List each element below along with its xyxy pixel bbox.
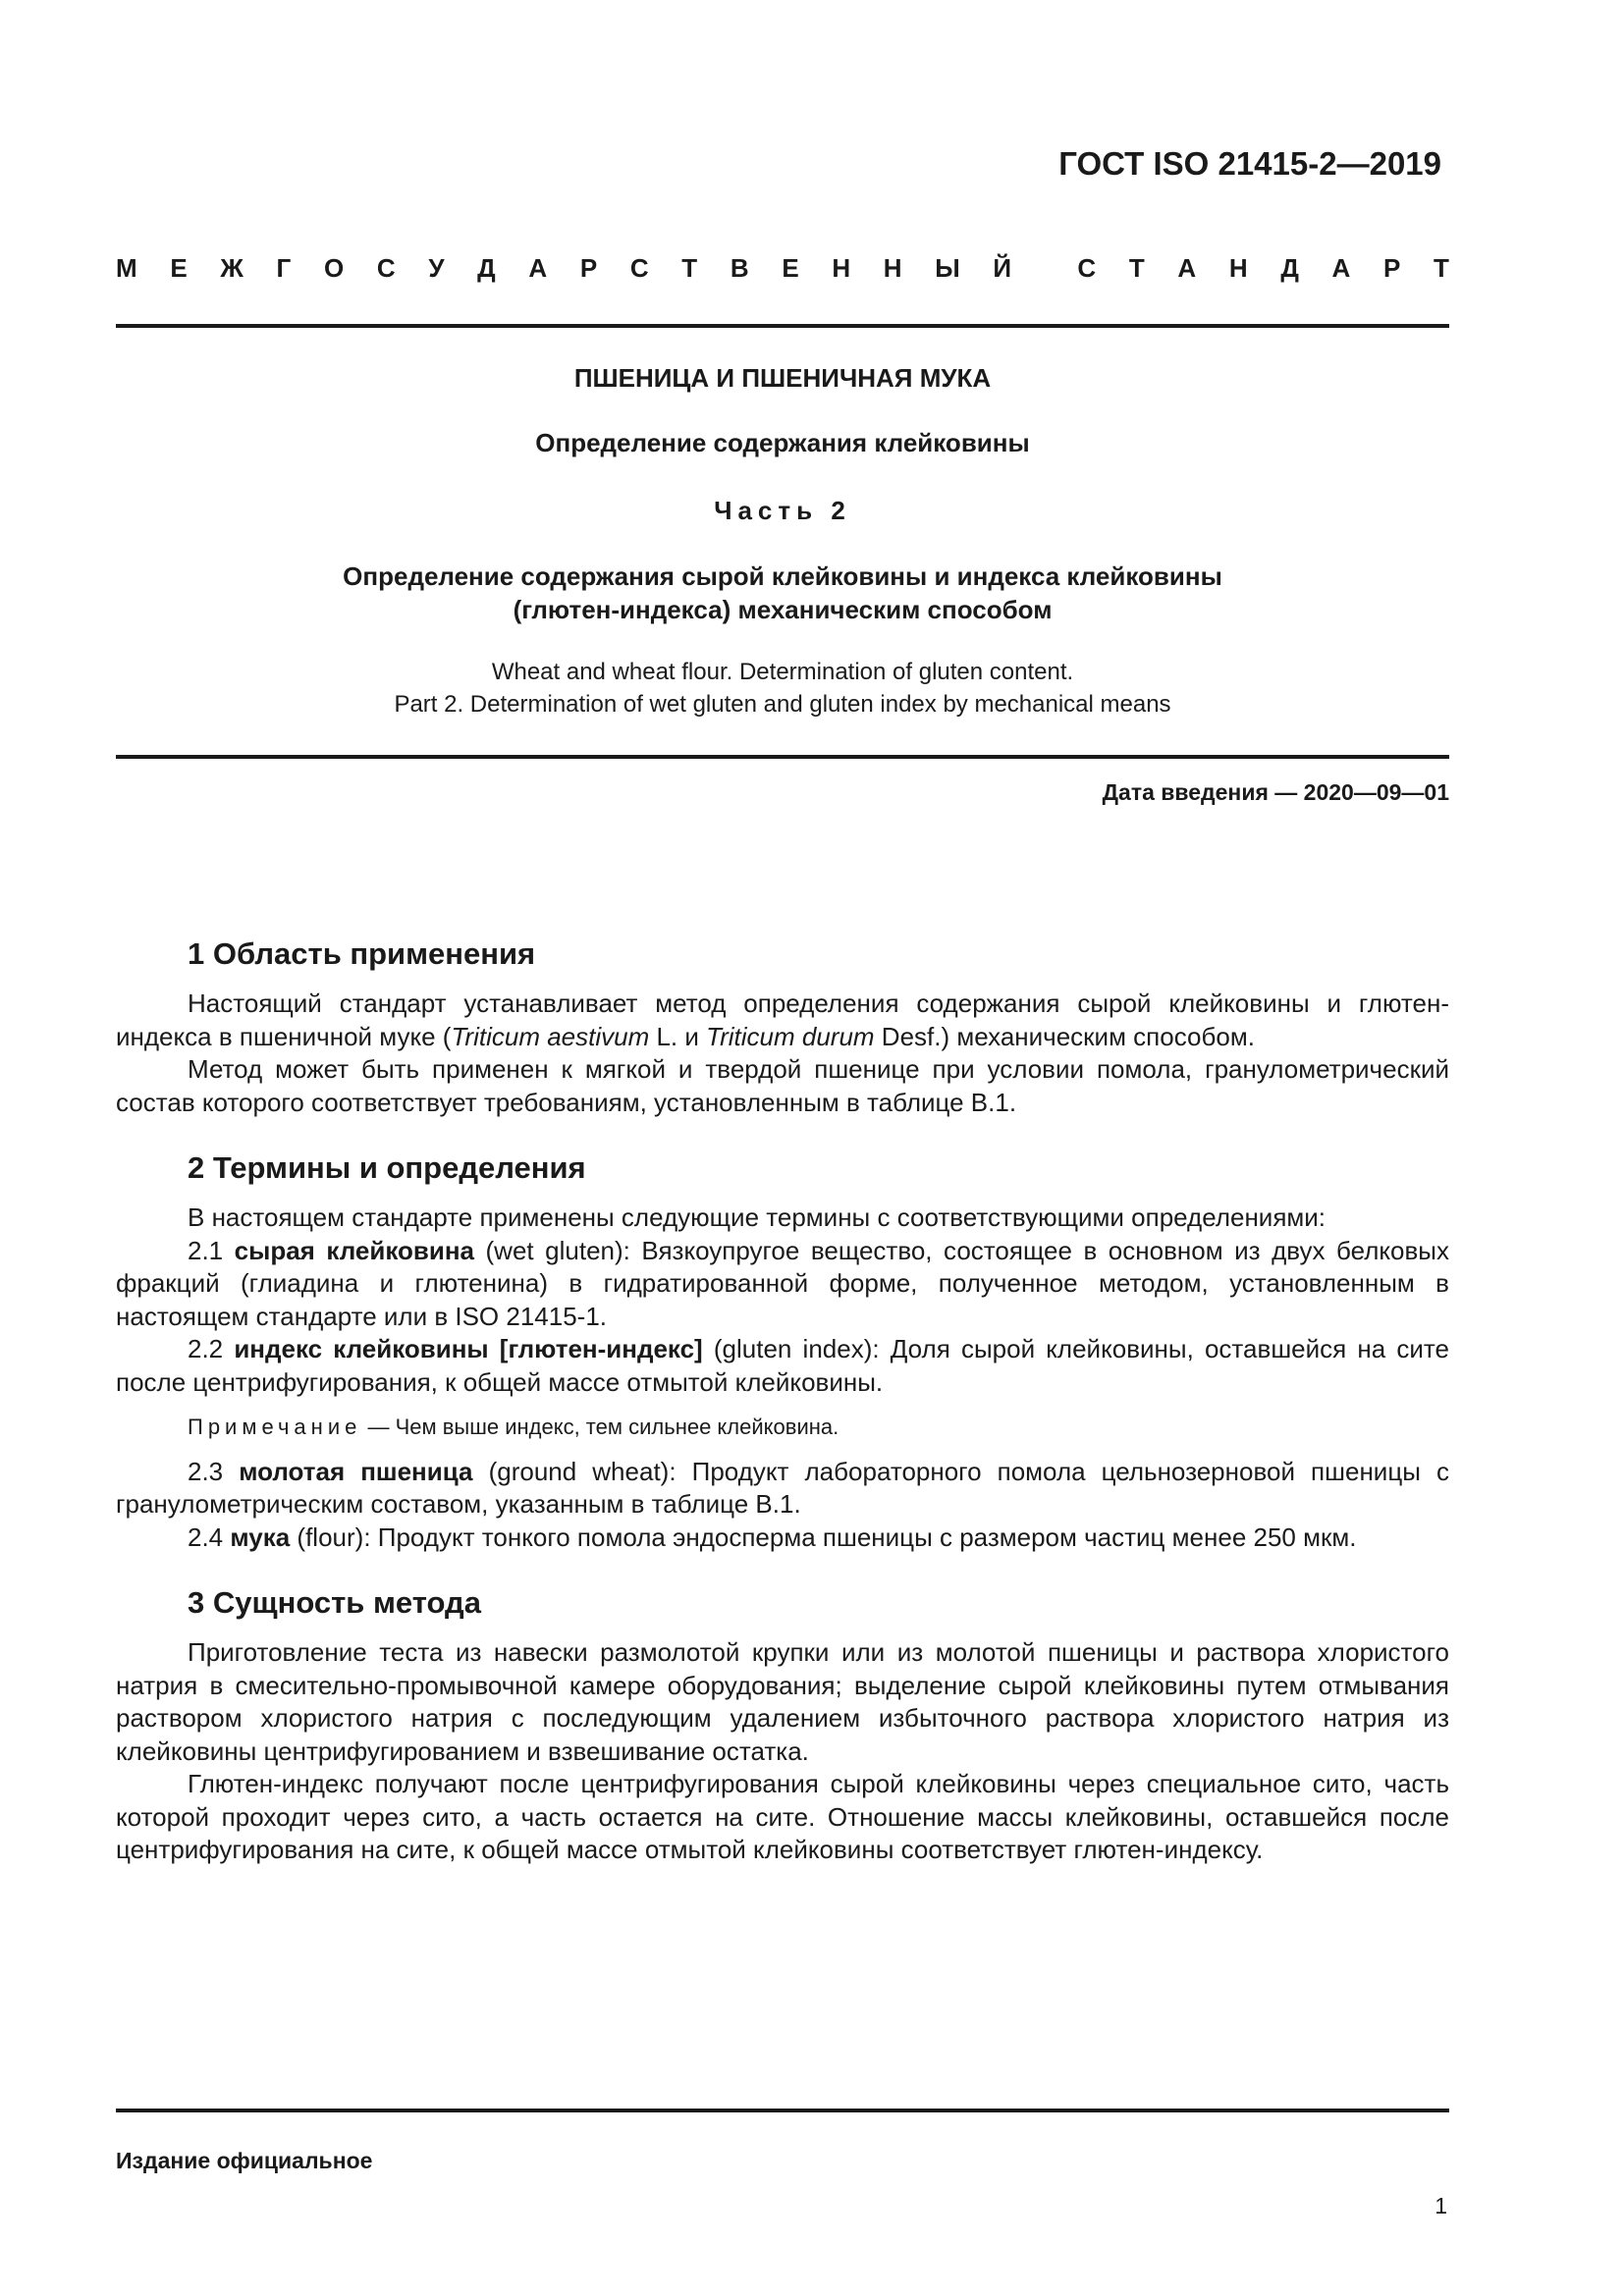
page-number: 1	[1435, 2193, 1447, 2218]
section-1-paragraph-2: Метод может быть применен к мягкой и твердой пшенице при условии помола, гранулометрический состав которого соответствует требованиям, установленным в таблице В.1.	[116, 1054, 1449, 1117]
banner-letter: Т	[1128, 253, 1145, 283]
banner-letter: Е	[170, 253, 188, 283]
section-3-heading: 3 Сущность метода	[188, 1585, 481, 1620]
banner-letter: О	[323, 253, 345, 283]
banner-letter: Н	[883, 253, 902, 283]
banner-letter: Е	[782, 253, 799, 283]
term-number: 2.3	[188, 1456, 240, 1486]
term-2-3	[116, 1456, 1449, 1522]
note-label: Примечание	[188, 1415, 362, 1439]
term-2-2	[116, 1333, 1449, 1399]
term-number: 2.2	[188, 1334, 235, 1363]
term-number: 2.4	[188, 1522, 231, 1552]
term-name: молотая пшеница	[239, 1456, 473, 1486]
text-run: Настоящий стандарт устанавливает метод определения содержания сырой клейковины и глютен-индекса в пшеничной муке (	[116, 988, 1449, 1051]
banner-letter: С	[376, 253, 396, 283]
term-definition: (wet gluten): Вязкоупругое вещество, состоящее в основном из двух белковых фракций (глиадина и глютенина) в гидратированной форме, полученное методом, установленным в настоящем стандарте или в ISO 21415-1.	[116, 1235, 1449, 1331]
introduction-date: Дата введения — 2020—09—01	[1102, 779, 1449, 805]
banner-letter: Н	[1228, 253, 1248, 283]
term-number: 2.1	[188, 1235, 235, 1265]
banner-letter: У	[428, 253, 445, 283]
english-title	[116, 656, 1449, 721]
term-name: индекс клейковины [глютен-индекс]	[234, 1334, 703, 1363]
top-divider	[116, 324, 1449, 328]
banner-letter: Д	[1280, 253, 1299, 283]
english-title-line-1: Wheat and wheat flour. Determination of gluten content.	[491, 659, 1074, 685]
banner-letter: Г	[276, 253, 292, 283]
section-1-paragraph-1	[116, 988, 1449, 1053]
banner-letter: С	[629, 253, 649, 283]
species-name: Triticum durum	[706, 1021, 875, 1051]
document-body	[116, 934, 1449, 1867]
banner-letter: Т	[681, 253, 698, 283]
banner-letter: Р	[579, 253, 598, 283]
part-label: Часть 2	[714, 496, 851, 525]
term-name: мука	[230, 1522, 291, 1552]
document-title: ПШЕНИЦА И ПШЕНИЧНАЯ МУКА	[573, 363, 992, 393]
term-2-1	[116, 1235, 1449, 1334]
footer-divider	[116, 2109, 1449, 2112]
banner-letter: Ж	[220, 253, 244, 283]
banner-letter: Н	[832, 253, 851, 283]
text-run: Desf.) механическим способом.	[874, 1021, 1255, 1051]
interstate-standard-banner	[116, 253, 1449, 284]
section-2-intro: В настоящем стандарте применены следующие термины с соответствующими определениями:	[188, 1202, 1326, 1232]
note	[188, 1411, 1449, 1444]
official-edition-label: Издание официальное	[116, 2148, 373, 2173]
banner-letter: Ы	[935, 253, 960, 283]
banner-letter: М	[116, 253, 137, 283]
banner-letter: А	[528, 253, 548, 283]
part-title-line-1: Определение содержания сырой клейковины и индекса клейковины	[343, 561, 1222, 591]
section-1-heading: 1 Область применения	[188, 936, 536, 971]
banner-letter: Р	[1382, 253, 1401, 283]
banner-letter: Т	[1434, 253, 1449, 283]
section-3-paragraph-2: Глютен-индекс получают после центрифугирования сырой клейковины через специальное сито, часть которой проходит через сито, а часть остается на сите. Отношение массы клейковины, оставшейся после центрифугирования на сите, к общей массе отмытой клейковины соответствует глютен-индексу.	[116, 1769, 1449, 1864]
note-text: — Чем выше индекс, тем сильнее клейковина.	[361, 1415, 839, 1439]
banner-letter: А	[1331, 253, 1351, 283]
part-title	[116, 560, 1449, 626]
document-subtitle: Определение содержания клейковины	[535, 428, 1030, 457]
term-2-4	[116, 1522, 1449, 1555]
banner-letter: С	[1077, 253, 1097, 283]
term-definition: (flour): Продукт тонкого помола эндосперма пшеницы с размером частиц менее 250 мкм.	[290, 1522, 1357, 1552]
title-divider	[116, 755, 1449, 759]
term-name: сырая клейковина	[234, 1235, 474, 1265]
term-definition: (ground wheat): Продукт лабораторного помола цельнозерновой пшеницы с гранулометрическим составом, указанным в таблице В.1.	[116, 1456, 1449, 1519]
banner-letter: В	[730, 253, 749, 283]
english-title-line-2: Part 2. Determination of wet gluten and gluten index by mechanical means	[394, 691, 1171, 718]
species-name: Triticum aestivum	[451, 1021, 650, 1051]
standard-code: ГОСТ ISO 21415-2—2019	[1058, 145, 1441, 182]
term-definition: (gluten index): Доля сырой клейковины, оставшейся на сите после центрифугирования, к общей массе отмытой клейковины.	[116, 1334, 1449, 1397]
section-3-paragraph-1: Приготовление теста из навески размолотой крупки или из молотой пшеницы и раствора хлористого натрия в смесительно-промывочной камере оборудования; выделение сырой клейковины путем отмывания раствором хлористого натрия с последующим удалением избыточного раствора хлористого натрия из клейковины центрифугированием и взвешивание остатка.	[116, 1637, 1449, 1766]
banner-letter: Й	[993, 253, 1012, 283]
section-2-heading: 2 Термины и определения	[188, 1150, 586, 1185]
banner-letter: Д	[477, 253, 496, 283]
part-title-line-2: (глютен-индекса) механическим способом	[513, 595, 1053, 624]
text-run: L. и	[649, 1021, 707, 1051]
banner-letter: А	[1177, 253, 1197, 283]
